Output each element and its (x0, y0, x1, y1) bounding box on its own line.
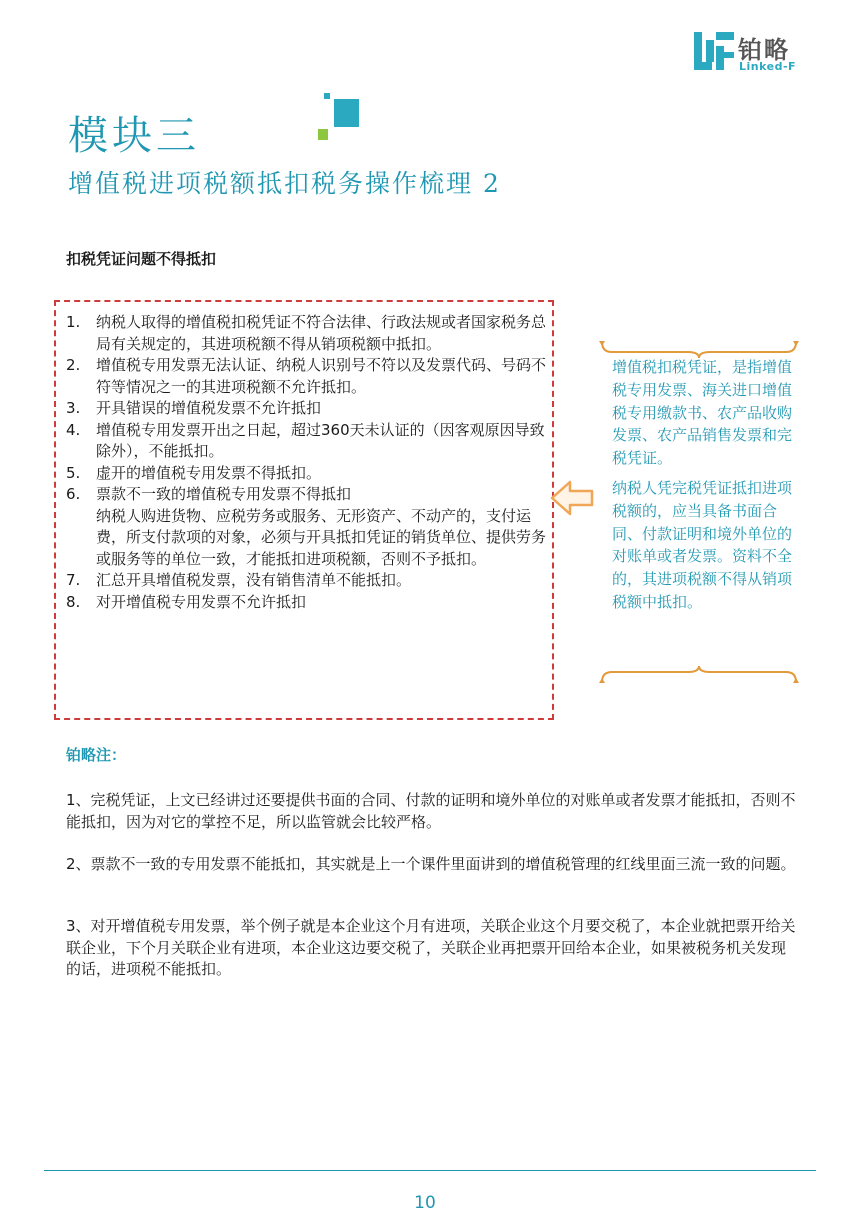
module-title: 模块三 (68, 113, 200, 159)
list-item-text: 虚开的增值税专用发票不得抵扣。 (96, 463, 322, 482)
footer-divider (44, 1170, 816, 1171)
list-item-detail: 纳税人购进货物、应税劳务或服务、无形资产、不动产的，支付运费，所支付款项的对象，必须与开具抵扣凭证的销货单位、提供劳务或服务等的单位一致，才能抵扣进项税额，否则不予抵扣。 (96, 506, 547, 568)
side-note (612, 356, 794, 621)
logo-name-en: Linked-F (739, 60, 797, 73)
arrow-left-icon (548, 478, 596, 518)
note-paragraph: 3、对开增值税专用发票，举个例子就是本企业这个月有进项，关联企业这个月要交税了，本企业就把票开给关联企业，下个月关联企业有进项，本企业这边要交税了，关联企业再把票开回给本企业，如果被税务机关发现的话，进项税不能抵扣。 (66, 917, 796, 978)
brand-logo (694, 30, 808, 74)
list-item-number: 5. (66, 463, 81, 482)
list-item (66, 463, 550, 485)
list-item-number: 4. (66, 420, 81, 439)
list-item (66, 484, 550, 570)
list-item (66, 398, 550, 420)
decor-square-green (318, 129, 328, 140)
list-item-number: 7. (66, 571, 81, 589)
note-paragraph: 1、完税凭证，上文已经讲过还要提供书面的合同、付款的证明和境外单位的对账单或者发票才能抵扣，否则不能抵扣，因为对它的掌控不足，所以监管就会比较严格。 (66, 791, 796, 831)
decor-square-small-blue (324, 93, 330, 99)
list-item-number: 6. (66, 485, 81, 503)
list-item-text: 纳税人取得的增值税扣税凭证不符合法律、行政法规或者国家税务总局有关规定的，其进项税额不得从销项税额中抵扣。 (96, 313, 547, 353)
list-item (66, 355, 550, 398)
rules-list (66, 312, 550, 613)
page-number: 10 (414, 1193, 436, 1213)
list-item-number: 3. (66, 399, 81, 417)
module-subtitle: 增值税进项税额抵扣税务操作梳理 2 (68, 169, 501, 198)
list-item-number: 8. (66, 592, 81, 611)
notes-title: 铂略注： (66, 746, 127, 764)
list-item-number: 1. (66, 313, 81, 331)
list-item-text: 开具错误的增值税发票不允许抵扣 (96, 399, 322, 417)
decor-square-large-blue (334, 99, 359, 127)
list-item (66, 570, 550, 592)
list-item-text: 汇总开具增值税发票，没有销售清单不能抵扣。 (96, 571, 412, 589)
logo-name-cn: 铂略 (738, 36, 790, 64)
list-item-text: 票款不一致的增值税专用发票不得抵扣 (96, 485, 352, 503)
list-item (66, 420, 550, 463)
list-item (66, 592, 550, 614)
list-item (66, 312, 550, 355)
logo-mark-icon (694, 32, 734, 70)
list-item-text: 增值税专用发票开出之日起，超过360天未认证的（因客观原因导致除外），不能抵扣。 (96, 420, 545, 460)
list-item-number: 2. (66, 356, 81, 374)
section-heading: 扣税凭证问题不得抵扣 (66, 250, 217, 268)
note-paragraph: 2、票款不一致的专用发票不能抵扣，其实就是上一个课件里面讲到的增值税管理的红线里面三流一致的问题。 (66, 855, 796, 873)
side-note-paragraph: 增值税扣税凭证，是指增值税专用发票、海关进口增值税专用缴款书、农产品收购发票、农产品销售发票和完税凭证。 (612, 358, 793, 468)
list-item-text: 增值税专用发票无法认证、纳税人识别号不符以及发票代码、号码不符等情况之一的其进项税额不允许抵扣。 (96, 356, 547, 396)
list-item-text: 对开增值税专用发票不允许抵扣 (96, 592, 307, 611)
side-note-paragraph: 纳税人凭完税凭证抵扣进项税额的，应当具备书面合同、付款证明和境外单位的对账单或者发票。资料不全的，其进项税额不得从销项税额中抵扣。 (612, 478, 793, 611)
brace-bottom-icon (598, 664, 800, 686)
